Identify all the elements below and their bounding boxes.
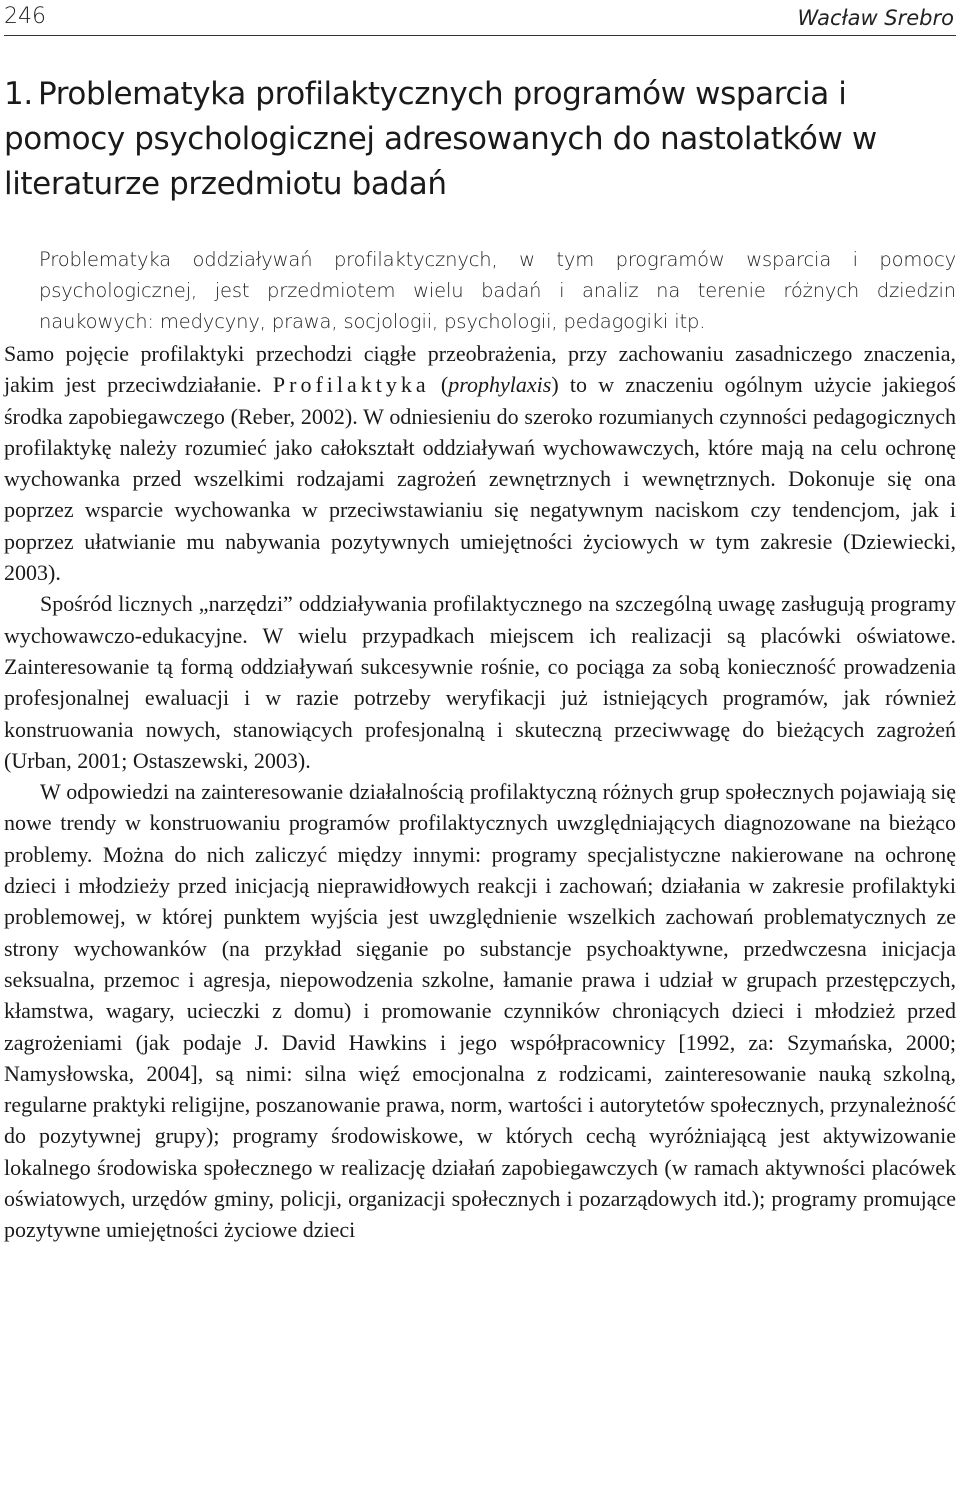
- paragraph-1: [4, 338, 956, 588]
- running-head-author: Wacław Srebro: [797, 6, 954, 30]
- section-number: 1.: [4, 76, 33, 112]
- paragraph-2: Spośród licznych „narzędzi” oddziaływania profilaktycznego na szczególną uwagę zasługują programy wychowawczo-edukacyjne. W wielu przypadkach miejscem ich realizacji są placówki oświatowe. Zainteresowanie tą formą oddziaływań sukcesywnie rośnie, co pociąga za sobą konieczność prowadzenia profesjonalnej ewaluacji i w razie potrzeby weryfikacji już istniejących programów, jak również konstruowania nowych, stanowiących profesjonalną i skuteczną przeciwwagę do bieżących zagrożeń (Urban, 2001; Ostaszewski, 2003).: [4, 591, 956, 773]
- paragraph-3: W odpowiedzi na zainteresowanie działalnością profilaktyczną różnych grup społecznych pojawiają się nowe trendy w konstruowaniu programów profilaktycznych uwzględniających diagnozowane na bieżąco problemy. Można do nich zaliczyć między innymi: programy specjalistyczne nakierowane na ochronę dzieci i młodzieży przed inicjacją nieprawidłowych reakcji i zachowań; działania w zakresie profilaktyki problemowej, w której punktem wyjścia jest uwzględnienie wszelkich zachowań problematycznych ze strony wychowanków (na przykład sięganie po substancje psychoaktywne, przedwczesna inicjacja seksualna, przemoc i agresja, niepowodzenia szkolne, łamanie prawa i udział w grupach przestępczych, kłamstwa, wagary, ucieczki z domu) i promowanie czynników chroniących dzieci i młodzież przed zagrożeniami (jak podaje J. David Hawkins i jego współpracownicy [1992, za: Szymańska, 2000; Namysłowska, 2004], są nimi: silna więź emocjonalna z rodzicami, zainteresowanie nauką szkolną, regularne praktyki religijne, poszanowanie prawa, norm, wartości i autorytetów społecznych, przynależność do pozytywnej grupy); programy środowiskowe, w których cechą wyróżniającą jest aktywizowanie lokalnego środowiska społecznego w realizację działań zapobiegawczych (w ramach aktywności placówek oświatowych, urzędów gminy, policji, organizacji społecznych i pozarządowych itd.); programy promujące pozytywne umiejętności życiowe dzieci: [4, 779, 956, 1243]
- header-rule: [4, 35, 956, 36]
- section-heading: [4, 72, 954, 207]
- section-title: Problematyka profilaktycznych programów wsparcia i pomocy psychologicznej adresowanych do nastolatków w literaturze przedmiotu badań: [4, 76, 877, 202]
- page-header: [4, 2, 954, 36]
- term-latin: prophylaxis: [448, 372, 552, 398]
- term-spaced: Profilaktyka: [272, 372, 430, 398]
- lead-paragraph: Problematyka oddziaływań profilaktycznych, w tym programów wsparcia i pomocy psychologicznej, jest przedmiotem wielu badań i analiz na terenie różnych dziedzin naukowych: medycyny, prawa, socjologii, psychologii, pedagogiki itp.: [39, 248, 956, 334]
- paragraph-1-part-b: (: [429, 372, 449, 398]
- page-number: 246: [4, 4, 46, 29]
- body-text: [4, 338, 956, 1246]
- paragraph-1-part-a: Samo pojęcie profilaktyki przechodzi ciągłe przeobrażenia, przy zachowaniu zasadniczego znaczenia, jakim jest przeciwdziałanie.: [4, 341, 956, 398]
- paragraph-1-part-c: ) to w znaczeniu ogólnym użycie jakiegoś środka zapobiegawczego (Reber, 2002). W odniesieniu do szeroko rozumianych czynności pedagogicznych profilaktykę należy rozumieć jako całokształt oddziaływań wychowawczych, które mają na celu ochronę wychowanka przed wszelkimi rodzajami zagrożeń zewnętrznych i wewnętrznych. Dokonuje się ona poprzez wsparcie wychowanka w przeciwstawianiu się negatywnym naciskom czy tendencjom, jak i poprzez ułatwianie mu nabywania pozytywnych umiejętności życiowych w tym zakresie (Dziewiecki, 2003).: [4, 372, 956, 586]
